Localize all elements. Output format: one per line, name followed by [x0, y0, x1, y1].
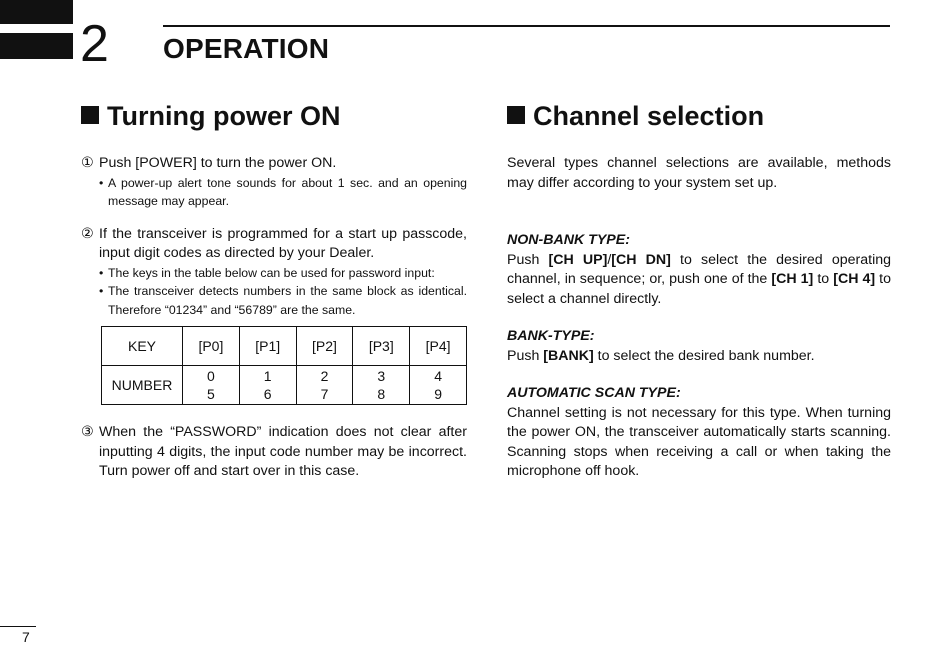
step-3	[81, 423, 467, 482]
table-cell: 2 7	[296, 366, 353, 405]
scan-paragraph: Channel setting is not necessary for this type. When turning the power ON, the transceiver automatically starts scanning. Scanning stops when receiving a call or when taking the microphone off hook.	[507, 404, 891, 479]
table-cell: 3 8	[353, 366, 410, 405]
page-number: 7	[22, 629, 30, 645]
automatic-scan-type-label: AUTOMATIC SCAN TYPE:	[507, 385, 681, 401]
step-text: When the “PASSWORD” indication does not clear after inputting 4 digits, the input code number may be incorrect. Turn power off and start over in this case.	[99, 424, 467, 479]
chapter-tab-top	[0, 0, 73, 24]
non-bank-paragraph: Push [CH UP]/[CH DN] to select the desired operating channel, in sequence; or, push one of the [CH 1] to [CH 4] to select a channel directly.	[507, 251, 891, 307]
bank-paragraph: Push [BANK] to select the desired bank number.	[507, 347, 815, 364]
header-rule	[163, 25, 890, 27]
square-bullet-icon	[81, 106, 99, 124]
table-cell: 4 9	[410, 366, 467, 405]
table-cell: NUMBER	[102, 366, 183, 405]
intro-paragraph: Several types channel selections are available, methods may differ according to your system set up.	[507, 155, 891, 191]
step-text: If the transceiver is programmed for a start up passcode, input digit codes as directed by your Dealer.	[99, 225, 467, 261]
step-2	[81, 225, 467, 320]
ch-dn-key: [CH DN]	[611, 251, 671, 268]
table-cell: [P1]	[239, 327, 296, 366]
bullet-item: • A power-up alert tone sounds for about 1 sec. and an opening message may appear.	[99, 175, 467, 208]
step-1	[81, 154, 467, 211]
section-heading-channel: Channel selection	[507, 98, 891, 134]
circled-one-icon: ①	[81, 155, 94, 171]
table-cell: KEY	[102, 327, 183, 366]
square-bullet-icon	[507, 106, 525, 124]
bullet-item: • The keys in the table below can be used for password input:	[99, 265, 435, 280]
ch4-key: [CH 4]	[833, 271, 876, 287]
table-cell: 1 6	[239, 366, 296, 405]
table-cell: 0 5	[183, 366, 240, 405]
chapter-number: 2	[80, 15, 109, 73]
bank-key: [BANK]	[543, 347, 594, 364]
footer-rule	[0, 626, 36, 627]
table-cell: [P2]	[296, 327, 353, 366]
chapter-title: OPERATION	[163, 33, 330, 64]
ch1-key: [CH 1]	[771, 271, 814, 287]
bullet-item: • The transceiver detects numbers in the same block as identical. Therefore “01234” and “56789” are the same.	[99, 284, 467, 317]
left-column	[81, 98, 467, 482]
table-row	[102, 366, 467, 405]
table-cell: [P3]	[353, 327, 410, 366]
circled-two-icon: ②	[81, 225, 94, 242]
bank-type-label: BANK-TYPE:	[507, 328, 595, 344]
non-bank-type-label: NON-BANK TYPE:	[507, 232, 630, 248]
step-text: Push [POWER] to turn the power ON.	[99, 155, 337, 171]
section-heading-power: Turning power ON	[81, 98, 467, 134]
table-row	[102, 327, 467, 366]
table-cell: [P0]	[183, 327, 240, 366]
circled-three-icon: ③	[81, 424, 94, 440]
password-key-table	[101, 326, 467, 405]
chapter-tab-bottom	[0, 33, 73, 59]
table-cell: [P4]	[410, 327, 467, 366]
right-column	[507, 98, 891, 482]
ch-up-key: [CH UP]	[548, 251, 608, 268]
